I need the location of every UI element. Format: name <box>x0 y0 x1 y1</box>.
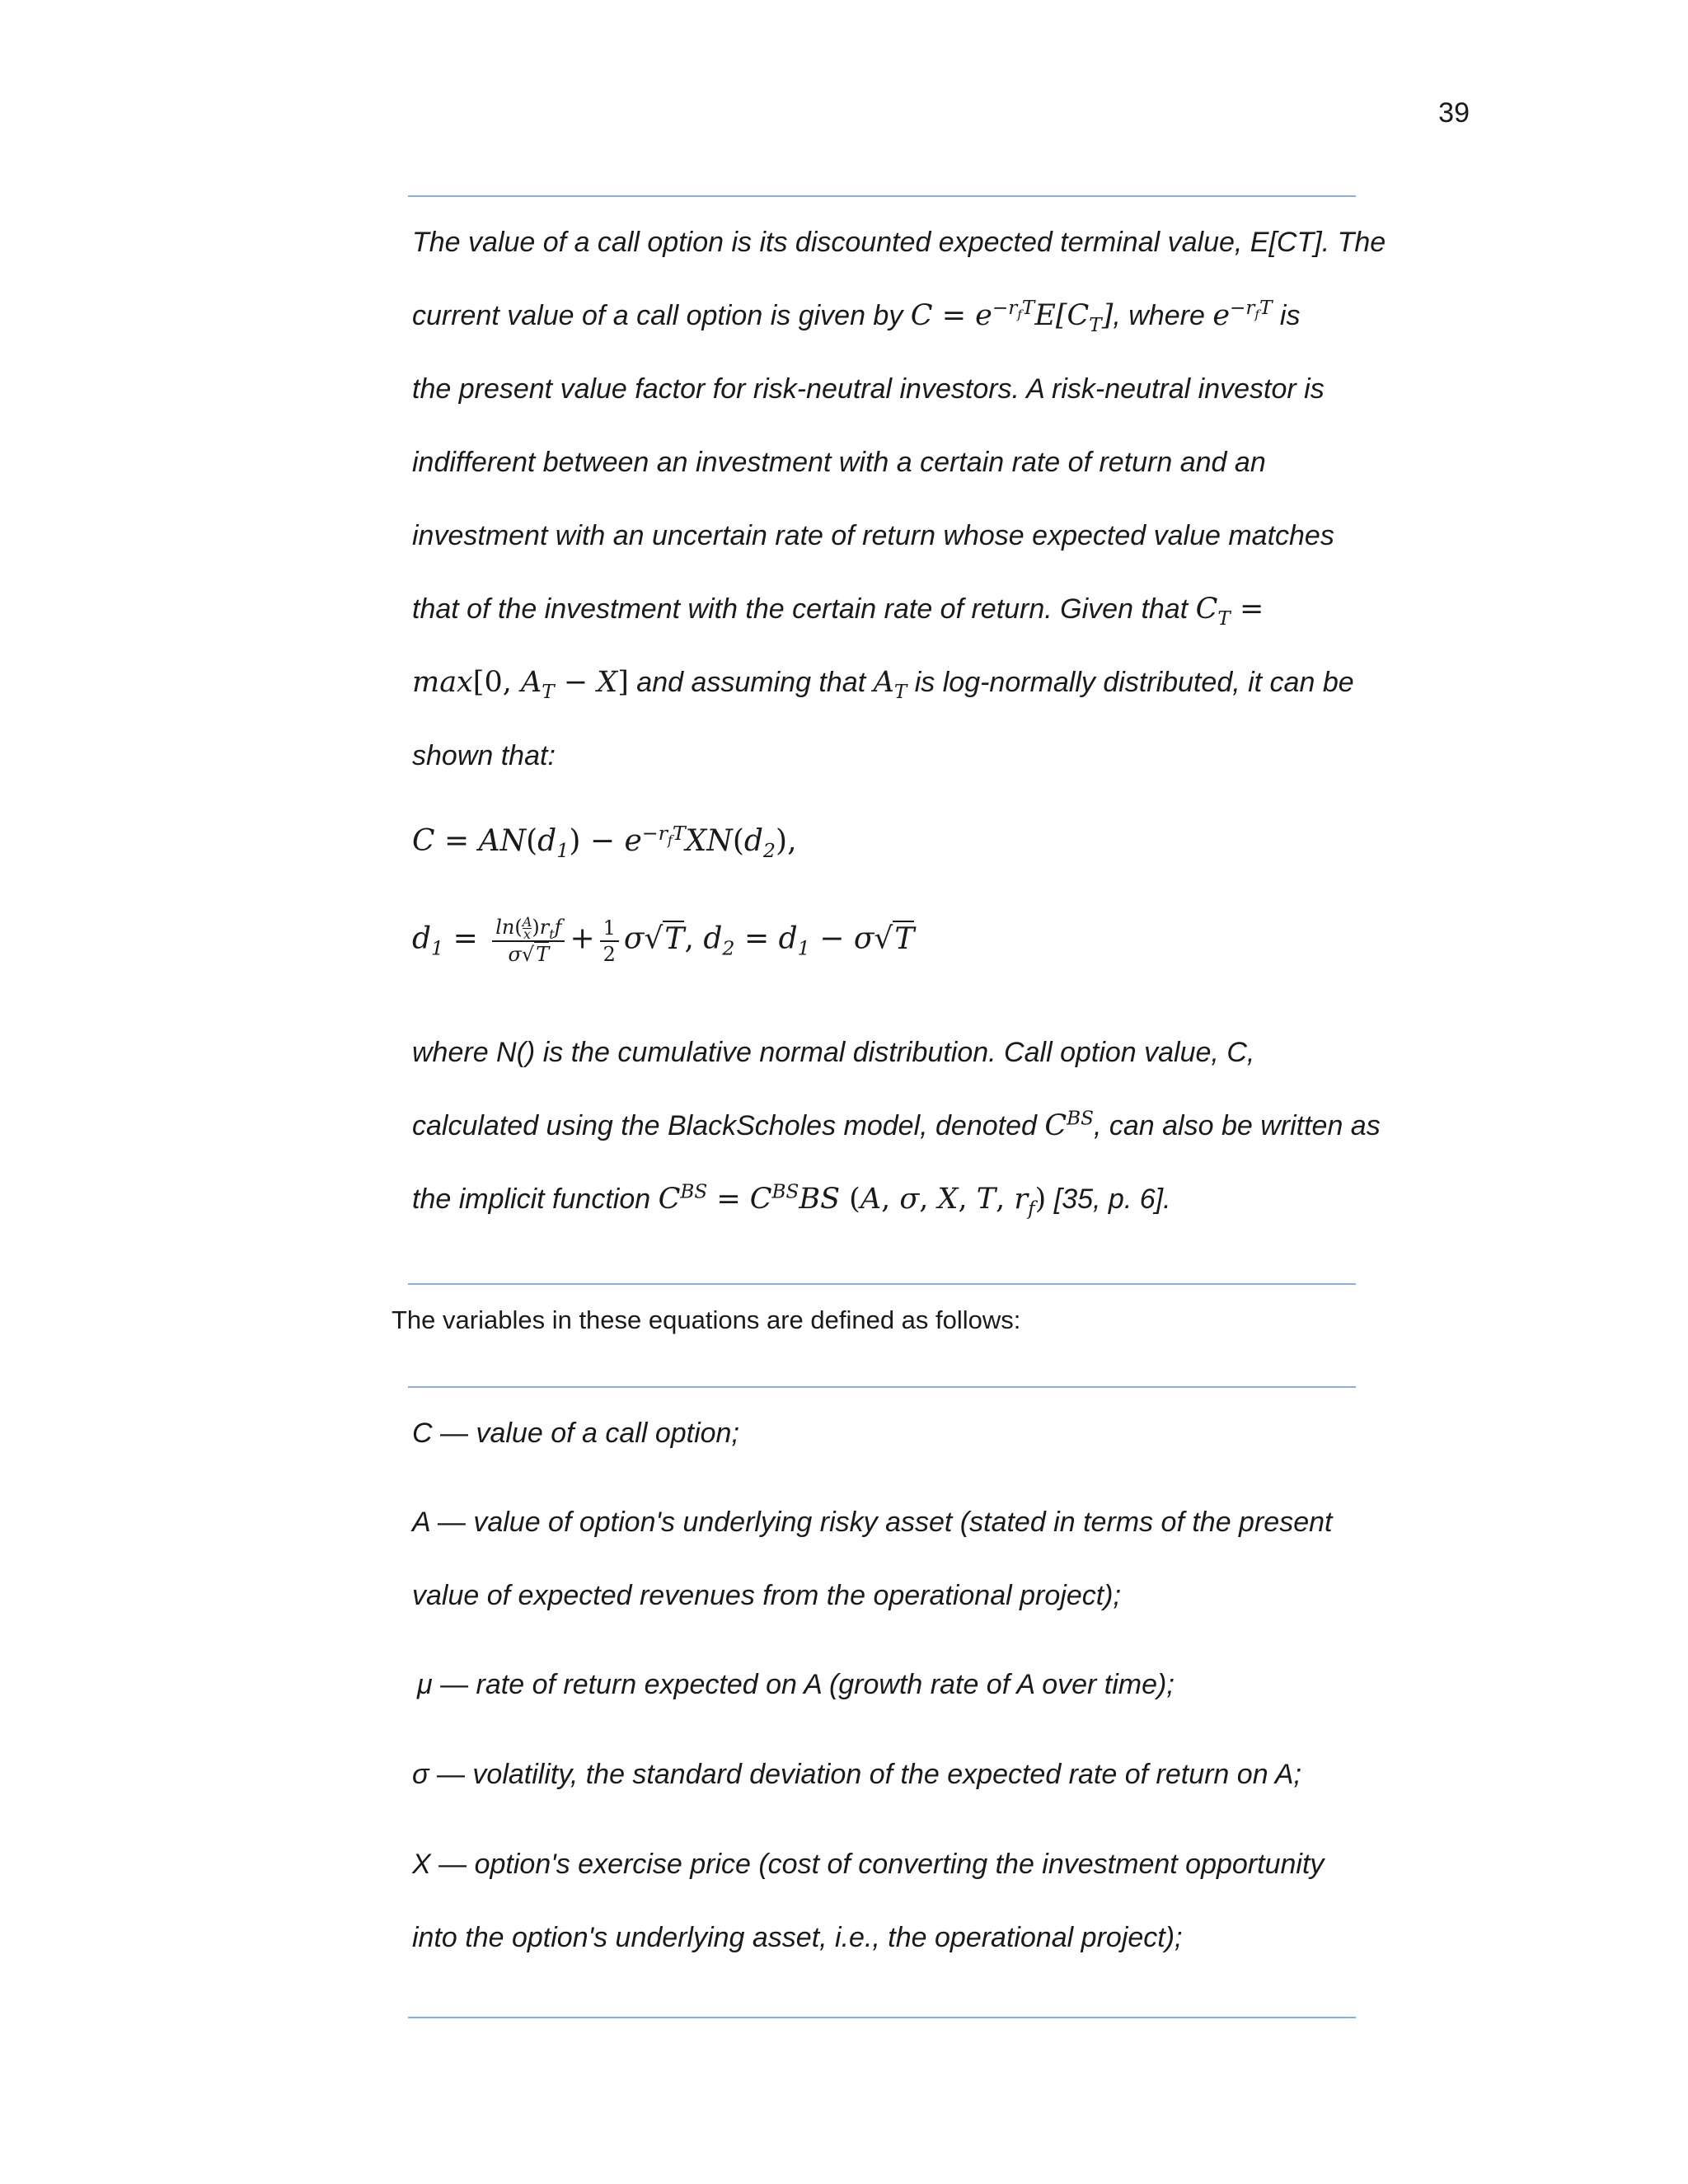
text-line: investment with an uncertain rate of return whose expected value matches <box>412 520 1334 551</box>
fraction-half: $\frac{1}{2}$ <box>600 916 619 967</box>
formula-discount-factor: $e^{-r_fT}$ <box>1212 298 1273 332</box>
definition-a-continued: value of expected revenues from the operational project); <box>412 1580 1121 1611</box>
text-line: shown that: <box>412 740 556 771</box>
divider-top <box>408 195 1356 197</box>
formula-present-value: $C = e^{-r_fT}E[C_T]$ <box>910 298 1114 336</box>
definition-c: C — value of a call option; <box>412 1418 739 1449</box>
definition-x-continued: into the option's underlying asset, i.e., the operational project); <box>412 1922 1183 1953</box>
equation-black-scholes-call: $C = AN(d_1) - e^{-r_fT}XN(d_2)$, <box>412 822 797 863</box>
black-scholes-explanation <box>412 1016 1381 1236</box>
formula-cbs: $C^{BS}$ <box>1044 1108 1094 1142</box>
call-option-explanation <box>412 206 1386 793</box>
text-line: current value of a call option is given by $C = e^{-r_fT}E[C_T]$, where $e^{-r_fT}$ is <box>412 298 1301 336</box>
formula-asset-terminal: $A_T$ <box>873 666 907 703</box>
text-line: The value of a call option is its discounted expected terminal value, E[CT]. The <box>412 227 1386 258</box>
text-line: the implicit function $C^{BS} = C^{BS}BS$ (A, σ, X, T, $r_f$) [35, p. 6]. <box>412 1181 1171 1220</box>
divider-bottom <box>408 2017 1356 2018</box>
text-line: where N() is the cumulative normal distribution. Call option value, C, <box>412 1037 1255 1068</box>
definition-x: X — option's exercise price (cost of converting the investment opportunity <box>412 1849 1325 1880</box>
text-line: max[0, $A_T - X$] and assuming that $A_T$ is log-normally distributed, it can be <box>412 666 1354 703</box>
text-line: that of the investment with the certain rate of return. Given that $C_T$ = <box>412 593 1264 630</box>
definition-a: A — value of option's underlying risky asset (stated in terms of the present <box>412 1507 1333 1538</box>
variables-intro: The variables in these equations are defined as follows: <box>392 1305 1021 1334</box>
definition-mu: μ — rate of return expected on A (growth rate of A over time); <box>417 1669 1175 1700</box>
equation-d1-d2: $d_1$ = ln( $\frac{A}{x}$ )$r_tf$ σ√T + $\frac{1}{2}$ σ√T, $d_2 = d_1 - \sigma√T$ <box>412 914 915 966</box>
text-line: indifferent between an investment with a certain rate of return and an <box>412 447 1266 478</box>
divider-middle <box>408 1283 1356 1285</box>
text-line: the present value factor for risk-neutral investors. A risk-neutral investor is <box>412 373 1325 405</box>
definition-sigma: σ — volatility, the standard deviation of the expected rate of return on A; <box>412 1759 1301 1790</box>
page-number: 39 <box>1438 97 1470 129</box>
divider-definitions-top <box>408 1386 1356 1388</box>
text-line: calculated using the BlackScholes model, denoted $C^{BS}$, can also be written as <box>412 1108 1381 1142</box>
formula-terminal-value: $C_T$ = <box>1195 593 1264 630</box>
formula-implicit-function: $C^{BS} = C^{BS}BS$ (A, σ, X, T, $r_f$) <box>658 1181 1047 1220</box>
formula-max-payoff: max[0, $A_T - X$] <box>412 666 629 703</box>
fraction-d1: ln( $\frac{A}{x}$ )$r_tf$ σ√T <box>492 915 565 967</box>
